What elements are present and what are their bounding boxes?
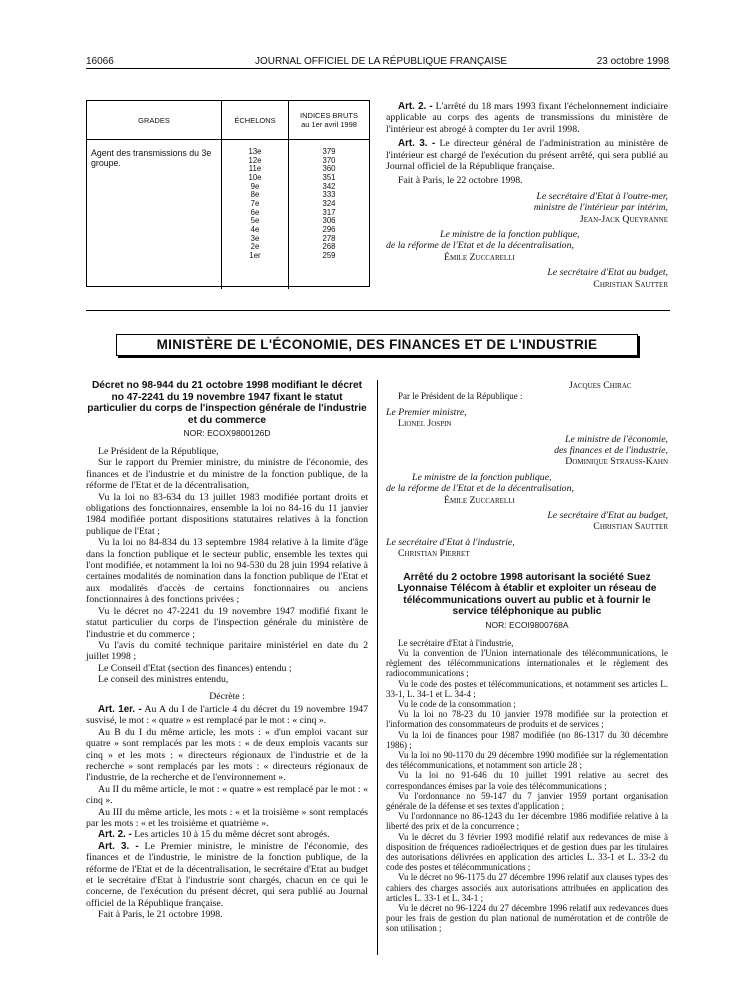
eco-title-b: des finances et de l'industrie, [554, 445, 668, 457]
sig2-name: Émile Zuccarelli [444, 251, 515, 263]
sig2-title-a: Le ministre de la fonction publique, [440, 229, 580, 241]
decret-paragraph: Le conseil des ministres entendu, [98, 674, 229, 686]
decrete-label: Décrète : [209, 690, 245, 702]
art1-label: Art. 1er. - [98, 703, 142, 715]
pm-name: Lionel Jospin [398, 418, 452, 430]
art2-text: L'arrêté du 18 mars 1993 fixant l'échelonnement indiciaire applicable au corps des agents de transmissions du ministère de l'intérieur est abrogé à compter du 1er avril 1998. [386, 101, 669, 135]
arrete-paragraph: Vu la loi de finances pour 1987 modifiée (no 86-1317 du 30 décembre 1986) ; [386, 729, 668, 750]
echelon-value: 6e [250, 207, 260, 217]
decret-art2 [86, 829, 368, 840]
top-right-column [386, 101, 668, 290]
indice-value: 317 [322, 207, 336, 217]
echelon-value: 5e [250, 216, 260, 226]
arrete-paragraph: Vu l'ordonnance no 86-1243 du 1er décembre 1986 modifiée relative à la liberté des prix et de la concurrence ; [386, 811, 668, 832]
art3-label: Art. 3. - [398, 138, 436, 150]
decret-fait: Fait à Paris, le 21 octobre 1998. [98, 909, 223, 921]
section-rule [86, 310, 670, 311]
arrete-paragraph: Vu le décret no 96-1175 du 27 décembre 1996 relatif aux clauses types des cahiers des charges associés aux autorisations attribuées en application des articles L. 33-1 et L. 34-1 ; [386, 872, 668, 903]
arrete-paragraph: Vu la convention de l'Union internationale des télécommunications, le règlement des télécommunications internationales et le règlement des radiocommunications ; [386, 647, 668, 679]
decret-paragraph: Le Président de la République, [98, 446, 219, 457]
echelon-value: 13e [248, 147, 262, 156]
art3-text: Le directeur général de l'administration au ministère de l'intérieur est chargé de l'exécution du présent arrêté, qui sera publié au Journal officiel de la République française. [386, 138, 669, 173]
indice-value: 333 [322, 190, 336, 200]
fp-title-b: de la réforme de l'Etat et de la décentralisation, [386, 483, 574, 495]
sig1-title-b: ministre de l'intérieur par intérim, [533, 202, 668, 214]
arrete-paragraphs [386, 638, 668, 934]
arrete-paragraph: Vu la loi no 90-1170 du 29 décembre 1990 modifiée sur la réglementation des télécommunications, et notamment son article 28 ; [386, 749, 668, 771]
fp-name: Émile Zuccarelli [444, 494, 515, 506]
indice-value: 306 [322, 216, 336, 226]
sig2-title-b: de la réforme de l'Etat et de la décentralisation, [386, 240, 574, 252]
decret-art1-d: Au III du même article, les mots : « et la troisième » sont remplacés par les mots : « et les troisième et quatrième ». [86, 806, 368, 829]
decret-paragraph: Sur le rapport du Premier ministre, du ministre de l'économie, des finances et de l'industrie et du ministre de la fonction publique, de la réforme de l'Etat et de la décentralisation, [86, 457, 368, 492]
echelon-value: 4e [250, 224, 260, 234]
indice-value: 268 [322, 242, 336, 252]
col-indices-line2: au 1er avril 1998 [301, 120, 357, 129]
arrete-paragraph: Vu la loi no 78-23 du 10 janvier 1978 modifiée sur la protection et l'information des consommateurs de produits et de services ; [386, 709, 668, 730]
indice-value: 324 [322, 198, 336, 208]
indice-value: 379 [322, 147, 336, 156]
budget-name: Christian Sautter [593, 521, 668, 533]
col-indices-line1: INDICES BRUTS [300, 111, 358, 120]
eco-title-a: Le ministre de l'économie, [565, 433, 668, 445]
indice-value: 351 [322, 172, 336, 182]
decret-paragraph: Vu le décret no 47-2241 du 19 novembre 1947 modifié fixant le statut particulier du corps de l'inspection générale du ministère de l'industrie et du commerce ; [86, 605, 368, 640]
echelon-value: 3e [250, 233, 260, 243]
indice-value: 296 [322, 224, 336, 234]
indice-value: 342 [322, 181, 336, 191]
arrete-art2 [386, 101, 668, 135]
decret-paragraph: Vu la loi no 83-634 du 13 juillet 1983 modifiée portant droits et obligations des fonctionnaires, ensemble la loi no 84-16 du 11 janvier 1984 modifiée portant dispositions statutaires relatives à la fonction publique de l'Etat ; [86, 491, 368, 537]
decret-paragraph: Vu la loi no 84-834 du 13 septembre 1984 relative à la limite d'âge dans la fonction publique et le secteur public, ensemble les textes qui l'ont modifiée, et notamment la loi no 94-530 du 28 juin 1994 relative à certaines modalités de nomination dans la fonction publique de l'Etat et aux modalités d'accès de certains fonctionnaires ou anciens fonctionnaires à des fonctions privées ; [86, 537, 368, 606]
indice-value: 370 [322, 155, 336, 165]
header-rule [86, 68, 670, 69]
arrete-paragraph: Vu le décret du 3 février 1993 modifié relatif aux redevances de mise à disposition de fréquences radioélectriques et de gestion dues par les titulaires des autorisations délivrées en application des articles L. 33-1 et L. 33-2 du code des postes et télécommunications ; [386, 831, 668, 873]
decret-art3 [86, 841, 368, 909]
column-divider [377, 380, 378, 955]
arrete-paragraph: Vu le code de la consommation ; [398, 698, 516, 709]
decret-art3-text: Le Premier ministre, le ministre de l'économie, des finances et de l'industrie, le ministre de la fonction publique, de la réforme de l'Etat et de la décentralisation, le secrétaire d'Etat au budget et le secrétaire d'Etat à l'industrie sont chargés, chacun en ce qui le concerne, de l'exécution du présent décret, qui sera publié au Journal officiel de la République française. [86, 840, 368, 909]
echelon-table [86, 100, 370, 287]
arrete-title: Arrêté du 2 octobre 1998 autorisant la société Suez Lyonnaise Télécom à établir et exploiter un réseau de télécommunications ouvert au public et à fournir le service téléphonique au public [397, 571, 657, 618]
right-column [386, 380, 668, 934]
decret-art2-text: Les articles 10 à 15 du même décret sont abrogés. [134, 829, 330, 841]
arrete-paragraph: Vu le décret no 96-1224 du 27 décembre 1996 relatif aux redevances dues pour les frais de gestion du plan national de numérotation et de contrôle de son utilisation ; [386, 902, 668, 934]
indice-value: 259 [322, 250, 336, 260]
sig3-name: Christian Sautter [593, 278, 668, 290]
sig1-title-a: Le secrétaire d'Etat à l'outre-mer, [536, 190, 668, 202]
arrete-paragraph: Le secrétaire d'Etat à l'industrie, [398, 637, 514, 648]
col-grades: GRADES [87, 101, 222, 140]
fp-title-a: Le ministre de la fonction publique, [412, 471, 552, 483]
decret-art3-label: Art. 3. - [98, 840, 139, 852]
col-indices [289, 101, 370, 140]
sig1-name: Jean-Jack Queyranne [579, 213, 668, 225]
decret-paragraphs [86, 446, 368, 686]
art2-label: Art. 2. - [398, 101, 433, 112]
art1-text: Au A du I de l'article 4 du décret du 19 novembre 1947 susvisé, le mot : « quatre » est remplacé par le mot : « cinq ». [86, 703, 368, 727]
decret-paragraph: Le Conseil d'Etat (section des finances) entendu ; [98, 662, 292, 674]
sig3-title: Le secrétaire d'Etat au budget, [547, 267, 668, 279]
arrete-nor: NOR: ECOI9800768A [485, 619, 569, 630]
indice-value: 278 [322, 233, 336, 243]
echelon-value: 10e [248, 172, 262, 182]
indice-cell [289, 140, 370, 290]
industrie-title: Le secrétaire d'Etat à l'industrie, [386, 536, 515, 548]
arrete-art3 [386, 138, 668, 172]
budget-title: Le secrétaire d'Etat au budget, [547, 510, 668, 522]
arrete-paragraph: Vu l'ordonnance no 59-147 du 7 janvier 1959 portant organisation générale de la défense et ses textes d'application ; [386, 790, 668, 811]
decret-art2-label: Art. 2. - [98, 829, 132, 841]
arrete-paragraph: Vu la loi no 91-646 du 10 juillet 1991 relative au secret des correspondances émises par la voie des télécommunications ; [386, 770, 668, 791]
indice-value: 360 [322, 164, 336, 174]
ministry-banner: MINISTÈRE DE L'ÉCONOMIE, DES FINANCES ET DE L'INDUSTRIE [116, 334, 638, 356]
decret-column [86, 380, 368, 921]
industrie-name: Christian Pierret [398, 548, 470, 560]
echelon-value: 7e [250, 198, 260, 208]
eco-name: Dominique Strauss-Kahn [565, 456, 668, 468]
decret-nor: NOR: ECOX9800126D [183, 428, 271, 438]
decret-art1-b: Au B du I du même article, les mots : « d'un emploi vacant sur quatre » sont remplacés par les mots : « de deux emplois vacants sur cinq » et les mots : « directeurs régionaux de l'industrie et de la recherche » sont remplacés par les mots : « directeurs régionaux de l'industrie, de la recherche et de l'environnement ». [86, 726, 368, 784]
echelon-value: 11e [248, 164, 262, 174]
col-echelons: ÉCHELONS [222, 101, 289, 140]
decret-title: Décret no 98-944 du 21 octobre 1998 modifiant le décret no 47-2241 du 19 novembre 1947 fixant le statut particulier du corps de l'inspection générale de l'industrie et du commerce [87, 380, 367, 426]
decret-paragraph: Vu l'avis du comité technique paritaire ministériel en date du 2 juillet 1998 ; [86, 639, 368, 663]
echelon-value: 8e [250, 190, 260, 200]
echelon-value: 2e [250, 242, 260, 252]
president-name: Jacques Chirac [569, 380, 632, 391]
echelon-cell [222, 140, 289, 290]
echelon-value: 1er [249, 250, 261, 260]
journal-title: JOURNAL OFFICIEL DE LA RÉPUBLIQUE FRANÇAISE [254, 56, 508, 67]
pm-title: Le Premier ministre, [386, 406, 467, 418]
decret-art1 [86, 704, 368, 727]
fait-a-paris: Fait à Paris, le 22 octobre 1998. [398, 175, 523, 187]
echelon-value: 9e [250, 181, 260, 191]
par-le-president: Par le Président de la République : [398, 391, 523, 402]
decret-art1-c: Au II du même article, le mot : « quatre » est remplacé par le mot : « cinq ». [86, 783, 368, 807]
grade-cell: Agent des transmissions du 3e groupe. [91, 148, 212, 168]
echelon-value: 12e [248, 155, 262, 165]
arrete-paragraph: Vu le code des postes et télécommunications, et notamment ses articles L. 33-1, L. 34-1 et L. 34-4 ; [386, 678, 668, 699]
page-number: 16066 [86, 56, 114, 67]
header-date: 23 octobre 1998 [596, 56, 669, 67]
